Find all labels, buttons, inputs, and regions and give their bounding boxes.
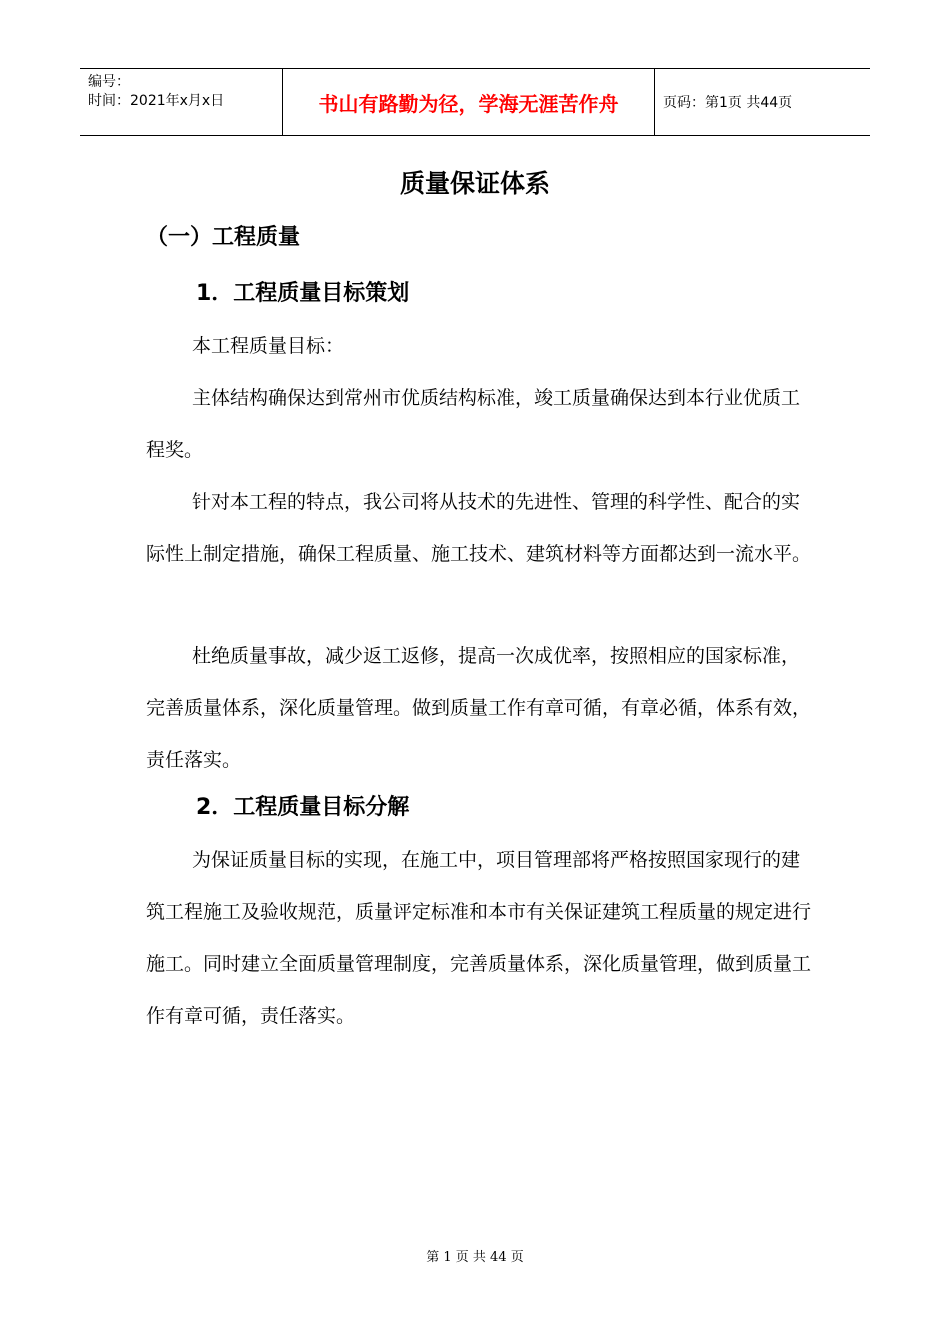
paragraph: 本工程质量目标： bbox=[192, 335, 345, 357]
paragraph: 杜绝质量事故，减少返工返修，提高一次成优率，按照相应的国家标准，完善质量体系，深化质量管理。做到质量工作有章可循，有章必循，体系有效，责任落实。 bbox=[146, 645, 812, 771]
page-header bbox=[80, 68, 870, 136]
subsection-heading-1: 1．工程质量目标策划 bbox=[196, 281, 410, 306]
page-footer: 第 1 页 共 44 页 bbox=[426, 1250, 524, 1265]
paragraph: 主体结构确保达到常州市优质结构标准，竣工质量确保达到本行业优质工程奖。 bbox=[146, 387, 801, 461]
section-heading: （一）工程质量 bbox=[146, 225, 301, 250]
paragraph: 针对本工程的特点，我公司将从技术的先进性、管理的科学性、配合的实际性上制定措施，确保工程质量、施工技术、建筑材料等方面都达到一流水平。 bbox=[146, 491, 812, 565]
paragraph: 为保证质量目标的实现，在施工中，项目管理部将严格按照国家现行的建筑工程施工及验收规范，质量评定标准和本市有关保证建筑工程质量的规定进行施工。同时建立全面质量管理制度，完善质量体系，深化质量管理，做到质量工作有章可循，责任落实。 bbox=[146, 849, 812, 1027]
header-meta-cell bbox=[80, 69, 282, 135]
document-date-label: 时间：2021年x月x日 bbox=[88, 93, 225, 109]
document-title: 质量保证体系 bbox=[399, 169, 550, 198]
document-number-label: 编号： bbox=[88, 74, 130, 90]
header-motto: 书山有路勤为径，学海无涯苦作舟 bbox=[318, 91, 619, 116]
subsection-heading-2: 2．工程质量目标分解 bbox=[196, 795, 410, 820]
header-page-cell bbox=[655, 69, 870, 135]
header-page-info: 页码：第1页 共44页 bbox=[663, 95, 793, 111]
header-motto-cell bbox=[282, 69, 655, 135]
